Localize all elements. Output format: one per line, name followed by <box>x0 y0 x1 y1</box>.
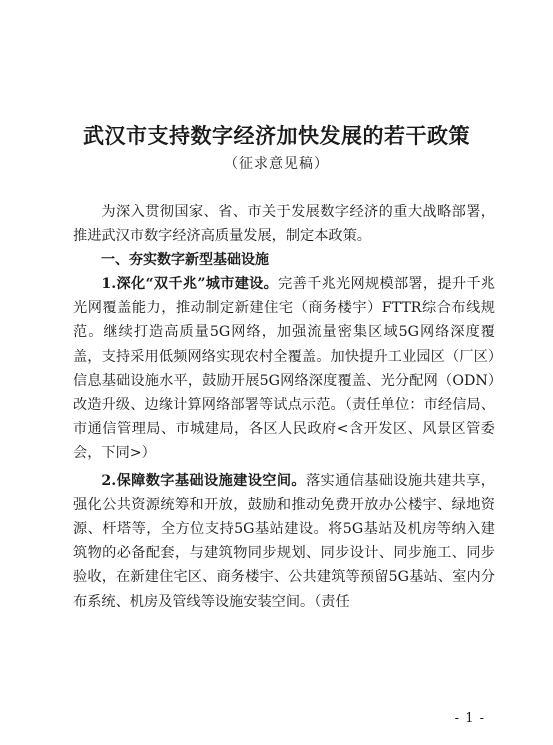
intro-paragraph: 为深入贯彻国家、省、市关于发展数字经济的重大战略部署，推进武汉市数字经济高质量发展，制定本政策。 <box>73 204 495 245</box>
item-2-heading: 2.保障数字基础设施建设空间。 <box>101 473 306 490</box>
document-title: 武汉市支持数字经济加快发展的若干政策 <box>83 123 470 148</box>
page-number: - 1 - <box>454 711 485 726</box>
item-2-paragraph <box>73 469 495 614</box>
item-1-heading: 1.深化“双千兆”城市建设。 <box>101 276 279 293</box>
document-subtitle: （征求意见稿） <box>224 156 329 172</box>
item-2-text: 落实通信基础设施共建共享，强化公共资源统筹和开放，鼓励和推动免费开放办公楼宇、绿地资源、杆塔等，全方位支持5G基站建设。将5G基站及机房等纳入建筑物的必备配套，与建筑物同步规划、同步设计、同步施工、同步验收，在新建住宅区、商务楼宇、公共建筑等预留5G基站、室内分布系统、机房及管线等设施安装空间。（责任 <box>73 473 495 610</box>
section-heading: 一、夯实数字新型基础设施 <box>101 252 269 269</box>
item-1-paragraph <box>73 272 495 465</box>
item-1-text: 完善千兆光网规模部署，提升千兆光网覆盖能力，推动制定新建住宅（商务楼宇）FTTR综合布线规范。继续打造高质量5G网络，加强流量密集区域5G网络深度覆盖，支持采用低频网络实现农村全覆盖。加快提升工业园区（厂区）信息基础设施水平，鼓励开展5G网络深度覆盖、光分配网（ODN）改造升级、边缘计算网络部署等试点示范。（责任单位：市经信局、市通信管理局、市城建局，各区人民政府<含开发区、风景区管委会，下同>） <box>73 276 495 461</box>
document-body <box>73 200 495 614</box>
